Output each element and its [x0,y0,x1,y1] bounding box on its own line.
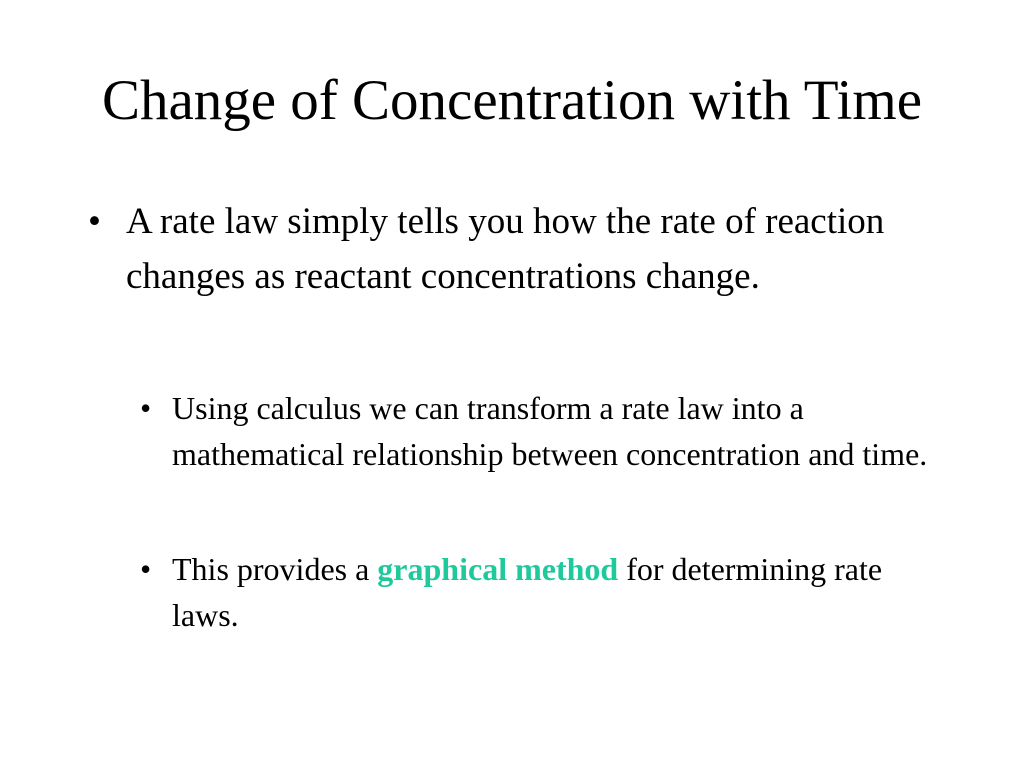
sub-bullet-item-calculus [140,385,940,477]
sub-bullet-text: Using calculus we can transform a rate law into a mathematical relationship between concentration and time. [172,390,928,472]
sub-bullet-marker: • [140,551,152,587]
bullet-marker: • [88,201,101,242]
sub-bullet-text-after: for determining rate laws. [172,551,883,633]
bullet-item-rate-law [88,194,928,304]
sub-bullet-item-graphical-method [140,546,940,638]
bullet-text: A rate law simply tells you how the rate of reaction changes as reactant concentrations change. [126,201,885,297]
sub-bullet-text [172,546,940,638]
sub-bullet-marker: • [140,390,152,426]
highlight-text-graphical-method: graphical method [377,551,619,587]
sub-bullet-text-before: This provides a [172,551,378,587]
slide-title: Change of Concentration with Time [101,69,923,132]
